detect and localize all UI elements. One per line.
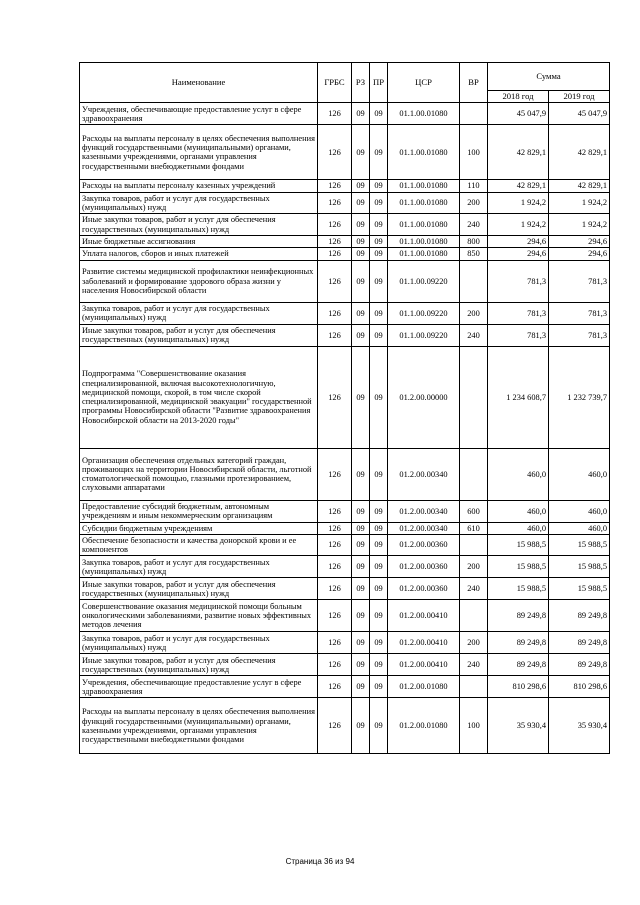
- cell-vr: 100: [460, 125, 488, 180]
- cell-vr: 800: [460, 236, 488, 248]
- cell-name: Иные закупки товаров, работ и услуг для обеспечения государственных (муниципальных) нужд: [80, 214, 318, 236]
- cell-csr: 01.1.00.01080: [388, 236, 460, 248]
- header-sum: Сумма: [488, 63, 610, 91]
- cell-csr: 01.2.00.00000: [388, 346, 460, 448]
- cell-rz: 09: [352, 448, 370, 500]
- cell-y2019: 781,3: [549, 260, 610, 302]
- cell-rz: 09: [352, 236, 370, 248]
- cell-pr: 09: [370, 180, 388, 192]
- cell-pr: 09: [370, 248, 388, 260]
- cell-vr: 600: [460, 500, 488, 522]
- cell-grbs: 126: [318, 302, 352, 324]
- cell-name: Иные закупки товаров, работ и услуг для обеспечения государственных (муниципальных) нужд: [80, 324, 318, 346]
- cell-rz: 09: [352, 500, 370, 522]
- cell-y2019: 294,6: [549, 236, 610, 248]
- cell-rz: 09: [352, 654, 370, 676]
- cell-y2018: 294,6: [488, 236, 549, 248]
- cell-pr: 09: [370, 534, 388, 555]
- cell-vr: [460, 600, 488, 632]
- cell-pr: 09: [370, 192, 388, 213]
- cell-name: Закупка товаров, работ и услуг для государственных (муниципальных) нужд: [80, 632, 318, 654]
- cell-grbs: 126: [318, 578, 352, 600]
- cell-vr: 100: [460, 698, 488, 754]
- cell-name: Учреждения, обеспечивающие предоставление услуг в сфере здравоохранения: [80, 676, 318, 698]
- table-row: [80, 302, 610, 324]
- cell-csr: 01.2.00.01080: [388, 676, 460, 698]
- cell-rz: 09: [352, 346, 370, 448]
- cell-vr: [460, 448, 488, 500]
- cell-y2019: 1 232 739,7: [549, 346, 610, 448]
- cell-grbs: 126: [318, 500, 352, 522]
- cell-name: Подпрограмма "Совершенствование оказания специализированной, включая высокотехнологичную, медицинской помощи, скорой, в том числе скорой специализированной, медицинской эвакуации" государственной программы Новосибирской области "Развитие здравоохранения Новосибирской области на 2013-2020 годы": [80, 346, 318, 448]
- cell-name: Расходы на выплаты персоналу в целях обеспечения выполнения функций государственными (муниципальными) органами, казенными учреждениями, органами управления государственными внебюджетными фондами: [80, 698, 318, 754]
- cell-rz: 09: [352, 676, 370, 698]
- cell-y2019: 810 298,6: [549, 676, 610, 698]
- cell-rz: 09: [352, 103, 370, 125]
- cell-csr: 01.1.00.01080: [388, 192, 460, 213]
- cell-y2019: 89 249,8: [549, 654, 610, 676]
- cell-name: Учреждения, обеспечивающие предоставление услуг в сфере здравоохранения: [80, 103, 318, 125]
- cell-grbs: 126: [318, 698, 352, 754]
- cell-csr: 01.2.00.00340: [388, 500, 460, 522]
- cell-csr: 01.1.00.01080: [388, 180, 460, 192]
- cell-y2019: 15 988,5: [549, 556, 610, 578]
- cell-vr: 110: [460, 180, 488, 192]
- table-row: [80, 324, 610, 346]
- cell-grbs: 126: [318, 125, 352, 180]
- cell-name: Уплата налогов, сборов и иных платежей: [80, 248, 318, 260]
- cell-csr: 01.2.00.00360: [388, 578, 460, 600]
- table-row: [80, 103, 610, 125]
- cell-csr: 01.2.00.01080: [388, 698, 460, 754]
- cell-rz: 09: [352, 578, 370, 600]
- cell-y2018: 1 924,2: [488, 192, 549, 213]
- table-row: [80, 346, 610, 448]
- cell-vr: [460, 534, 488, 555]
- cell-rz: 09: [352, 302, 370, 324]
- cell-grbs: 126: [318, 103, 352, 125]
- cell-pr: 09: [370, 236, 388, 248]
- cell-rz: 09: [352, 260, 370, 302]
- cell-csr: 01.2.00.00360: [388, 534, 460, 555]
- cell-csr: 01.1.00.01080: [388, 214, 460, 236]
- cell-vr: 610: [460, 522, 488, 534]
- cell-y2018: 781,3: [488, 260, 549, 302]
- cell-rz: 09: [352, 192, 370, 213]
- table-row: [80, 180, 610, 192]
- header-year-2019: 2019 год: [549, 91, 610, 103]
- table-row: [80, 260, 610, 302]
- cell-csr: 01.1.00.01080: [388, 103, 460, 125]
- cell-rz: 09: [352, 214, 370, 236]
- cell-y2018: 42 829,1: [488, 180, 549, 192]
- cell-pr: 09: [370, 632, 388, 654]
- cell-rz: 09: [352, 600, 370, 632]
- cell-csr: 01.2.00.00340: [388, 522, 460, 534]
- table-row: [80, 214, 610, 236]
- cell-y2019: 15 988,5: [549, 578, 610, 600]
- table-row: [80, 448, 610, 500]
- cell-csr: 01.2.00.00410: [388, 600, 460, 632]
- cell-vr: 200: [460, 556, 488, 578]
- header-csr: ЦСР: [388, 63, 460, 103]
- header-name: Наименование: [80, 63, 318, 103]
- cell-y2018: 42 829,1: [488, 125, 549, 180]
- cell-vr: 240: [460, 578, 488, 600]
- cell-y2018: 1 924,2: [488, 214, 549, 236]
- cell-pr: 09: [370, 522, 388, 534]
- cell-pr: 09: [370, 103, 388, 125]
- table-body: [80, 103, 610, 754]
- cell-pr: 09: [370, 260, 388, 302]
- cell-grbs: 126: [318, 214, 352, 236]
- cell-rz: 09: [352, 534, 370, 555]
- cell-pr: 09: [370, 654, 388, 676]
- cell-pr: 09: [370, 302, 388, 324]
- header-vr: ВР: [460, 63, 488, 103]
- cell-name: Предоставление субсидий бюджетным, автономным учреждениям и иным некоммерческим организациям: [80, 500, 318, 522]
- cell-pr: 09: [370, 324, 388, 346]
- cell-name: Расходы на выплаты персоналу казенных учреждений: [80, 180, 318, 192]
- cell-grbs: 126: [318, 654, 352, 676]
- cell-y2019: 1 924,2: [549, 192, 610, 213]
- cell-rz: 09: [352, 556, 370, 578]
- cell-y2019: 460,0: [549, 500, 610, 522]
- cell-grbs: 126: [318, 236, 352, 248]
- cell-grbs: 126: [318, 248, 352, 260]
- cell-csr: 01.1.00.09220: [388, 260, 460, 302]
- cell-pr: 09: [370, 500, 388, 522]
- cell-pr: 09: [370, 125, 388, 180]
- cell-vr: 850: [460, 248, 488, 260]
- cell-y2018: 89 249,8: [488, 654, 549, 676]
- cell-vr: [460, 676, 488, 698]
- table-row: [80, 654, 610, 676]
- cell-name: Закупка товаров, работ и услуг для государственных (муниципальных) нужд: [80, 192, 318, 213]
- cell-y2019: 42 829,1: [549, 125, 610, 180]
- cell-vr: 240: [460, 214, 488, 236]
- cell-grbs: 126: [318, 260, 352, 302]
- table-row: [80, 522, 610, 534]
- cell-csr: 01.2.00.00410: [388, 632, 460, 654]
- cell-rz: 09: [352, 324, 370, 346]
- cell-vr: 240: [460, 324, 488, 346]
- cell-name: Организация обеспечения отдельных категорий граждан, проживающих на территории Новосибирской области, льготной стоматологической помощью, глазными протезированием, слуховыми аппаратами: [80, 448, 318, 500]
- cell-y2018: 15 988,5: [488, 534, 549, 555]
- header-grbs: ГРБС: [318, 63, 352, 103]
- cell-rz: 09: [352, 698, 370, 754]
- cell-name: Совершенствование оказания медицинской помощи больным онкологическими заболеваниями, развитие новых эффективных методов лечения: [80, 600, 318, 632]
- cell-y2018: 460,0: [488, 522, 549, 534]
- cell-y2018: 460,0: [488, 448, 549, 500]
- header-pr: ПР: [370, 63, 388, 103]
- cell-rz: 09: [352, 248, 370, 260]
- cell-grbs: 126: [318, 556, 352, 578]
- header-year-2018: 2018 год: [488, 91, 549, 103]
- cell-name: Иные закупки товаров, работ и услуг для обеспечения государственных (муниципальных) нужд: [80, 654, 318, 676]
- table-row: [80, 236, 610, 248]
- cell-y2019: 781,3: [549, 302, 610, 324]
- cell-rz: 09: [352, 632, 370, 654]
- cell-csr: 01.2.00.00340: [388, 448, 460, 500]
- cell-vr: [460, 346, 488, 448]
- cell-y2018: 1 234 608,7: [488, 346, 549, 448]
- cell-y2019: 1 924,2: [549, 214, 610, 236]
- cell-csr: 01.2.00.00410: [388, 654, 460, 676]
- cell-name: Расходы на выплаты персоналу в целях обеспечения выполнения функций государственными (муниципальными) органами, казенными учреждениями, органами управления государственными внебюджетными фондами: [80, 125, 318, 180]
- cell-name: Закупка товаров, работ и услуг для государственных (муниципальных) нужд: [80, 302, 318, 324]
- cell-y2019: 89 249,8: [549, 632, 610, 654]
- cell-y2018: 294,6: [488, 248, 549, 260]
- cell-pr: 09: [370, 346, 388, 448]
- budget-table: [79, 62, 610, 754]
- cell-pr: 09: [370, 676, 388, 698]
- cell-y2018: 460,0: [488, 500, 549, 522]
- cell-y2019: 460,0: [549, 448, 610, 500]
- cell-vr: [460, 103, 488, 125]
- cell-y2019: 35 930,4: [549, 698, 610, 754]
- cell-pr: 09: [370, 448, 388, 500]
- cell-y2018: 89 249,8: [488, 632, 549, 654]
- cell-grbs: 126: [318, 534, 352, 555]
- cell-grbs: 126: [318, 180, 352, 192]
- cell-rz: 09: [352, 180, 370, 192]
- cell-y2018: 810 298,6: [488, 676, 549, 698]
- cell-y2018: 15 988,5: [488, 578, 549, 600]
- cell-y2018: 35 930,4: [488, 698, 549, 754]
- cell-y2018: 15 988,5: [488, 556, 549, 578]
- cell-y2018: 781,3: [488, 302, 549, 324]
- cell-y2018: 45 047,9: [488, 103, 549, 125]
- cell-y2018: 89 249,8: [488, 600, 549, 632]
- cell-vr: 200: [460, 632, 488, 654]
- cell-rz: 09: [352, 125, 370, 180]
- table-row: [80, 192, 610, 213]
- table-row: [80, 632, 610, 654]
- cell-vr: 240: [460, 654, 488, 676]
- cell-grbs: 126: [318, 324, 352, 346]
- cell-csr: 01.1.00.09220: [388, 302, 460, 324]
- cell-grbs: 126: [318, 676, 352, 698]
- table-row: [80, 500, 610, 522]
- table-row: [80, 698, 610, 754]
- table-row: [80, 578, 610, 600]
- cell-name: Иные закупки товаров, работ и услуг для обеспечения государственных (муниципальных) нужд: [80, 578, 318, 600]
- cell-vr: [460, 260, 488, 302]
- cell-pr: 09: [370, 214, 388, 236]
- cell-grbs: 126: [318, 632, 352, 654]
- cell-y2019: 89 249,8: [549, 600, 610, 632]
- cell-y2019: 781,3: [549, 324, 610, 346]
- table-row: [80, 534, 610, 555]
- cell-vr: 200: [460, 302, 488, 324]
- cell-name: Субсидии бюджетным учреждениям: [80, 522, 318, 534]
- cell-grbs: 126: [318, 192, 352, 213]
- cell-y2018: 781,3: [488, 324, 549, 346]
- cell-csr: 01.1.00.01080: [388, 248, 460, 260]
- cell-pr: 09: [370, 600, 388, 632]
- cell-vr: 200: [460, 192, 488, 213]
- cell-csr: 01.1.00.01080: [388, 125, 460, 180]
- page-number: Страница 36 из 94: [285, 857, 355, 866]
- cell-y2019: 42 829,1: [549, 180, 610, 192]
- header-rz: РЗ: [352, 63, 370, 103]
- table-row: [80, 248, 610, 260]
- cell-csr: 01.1.00.09220: [388, 324, 460, 346]
- cell-grbs: 126: [318, 346, 352, 448]
- table-row: [80, 600, 610, 632]
- cell-grbs: 126: [318, 600, 352, 632]
- cell-y2019: 45 047,9: [549, 103, 610, 125]
- cell-grbs: 126: [318, 522, 352, 534]
- cell-csr: 01.2.00.00360: [388, 556, 460, 578]
- cell-pr: 09: [370, 578, 388, 600]
- cell-name: Закупка товаров, работ и услуг для государственных (муниципальных) нужд: [80, 556, 318, 578]
- table-row: [80, 676, 610, 698]
- cell-grbs: 126: [318, 448, 352, 500]
- cell-pr: 09: [370, 698, 388, 754]
- cell-y2019: 15 988,5: [549, 534, 610, 555]
- cell-name: Иные бюджетные ассигнования: [80, 236, 318, 248]
- cell-y2019: 294,6: [549, 248, 610, 260]
- cell-rz: 09: [352, 522, 370, 534]
- cell-name: Развитие системы медицинской профилактики неинфекционных заболеваний и формирование здорового образа жизни у населения Новосибирской области: [80, 260, 318, 302]
- table-row: [80, 125, 610, 180]
- cell-y2019: 460,0: [549, 522, 610, 534]
- cell-pr: 09: [370, 556, 388, 578]
- cell-name: Обеспечение безопасности и качества донорской крови и ее компонентов: [80, 534, 318, 555]
- table-row: [80, 556, 610, 578]
